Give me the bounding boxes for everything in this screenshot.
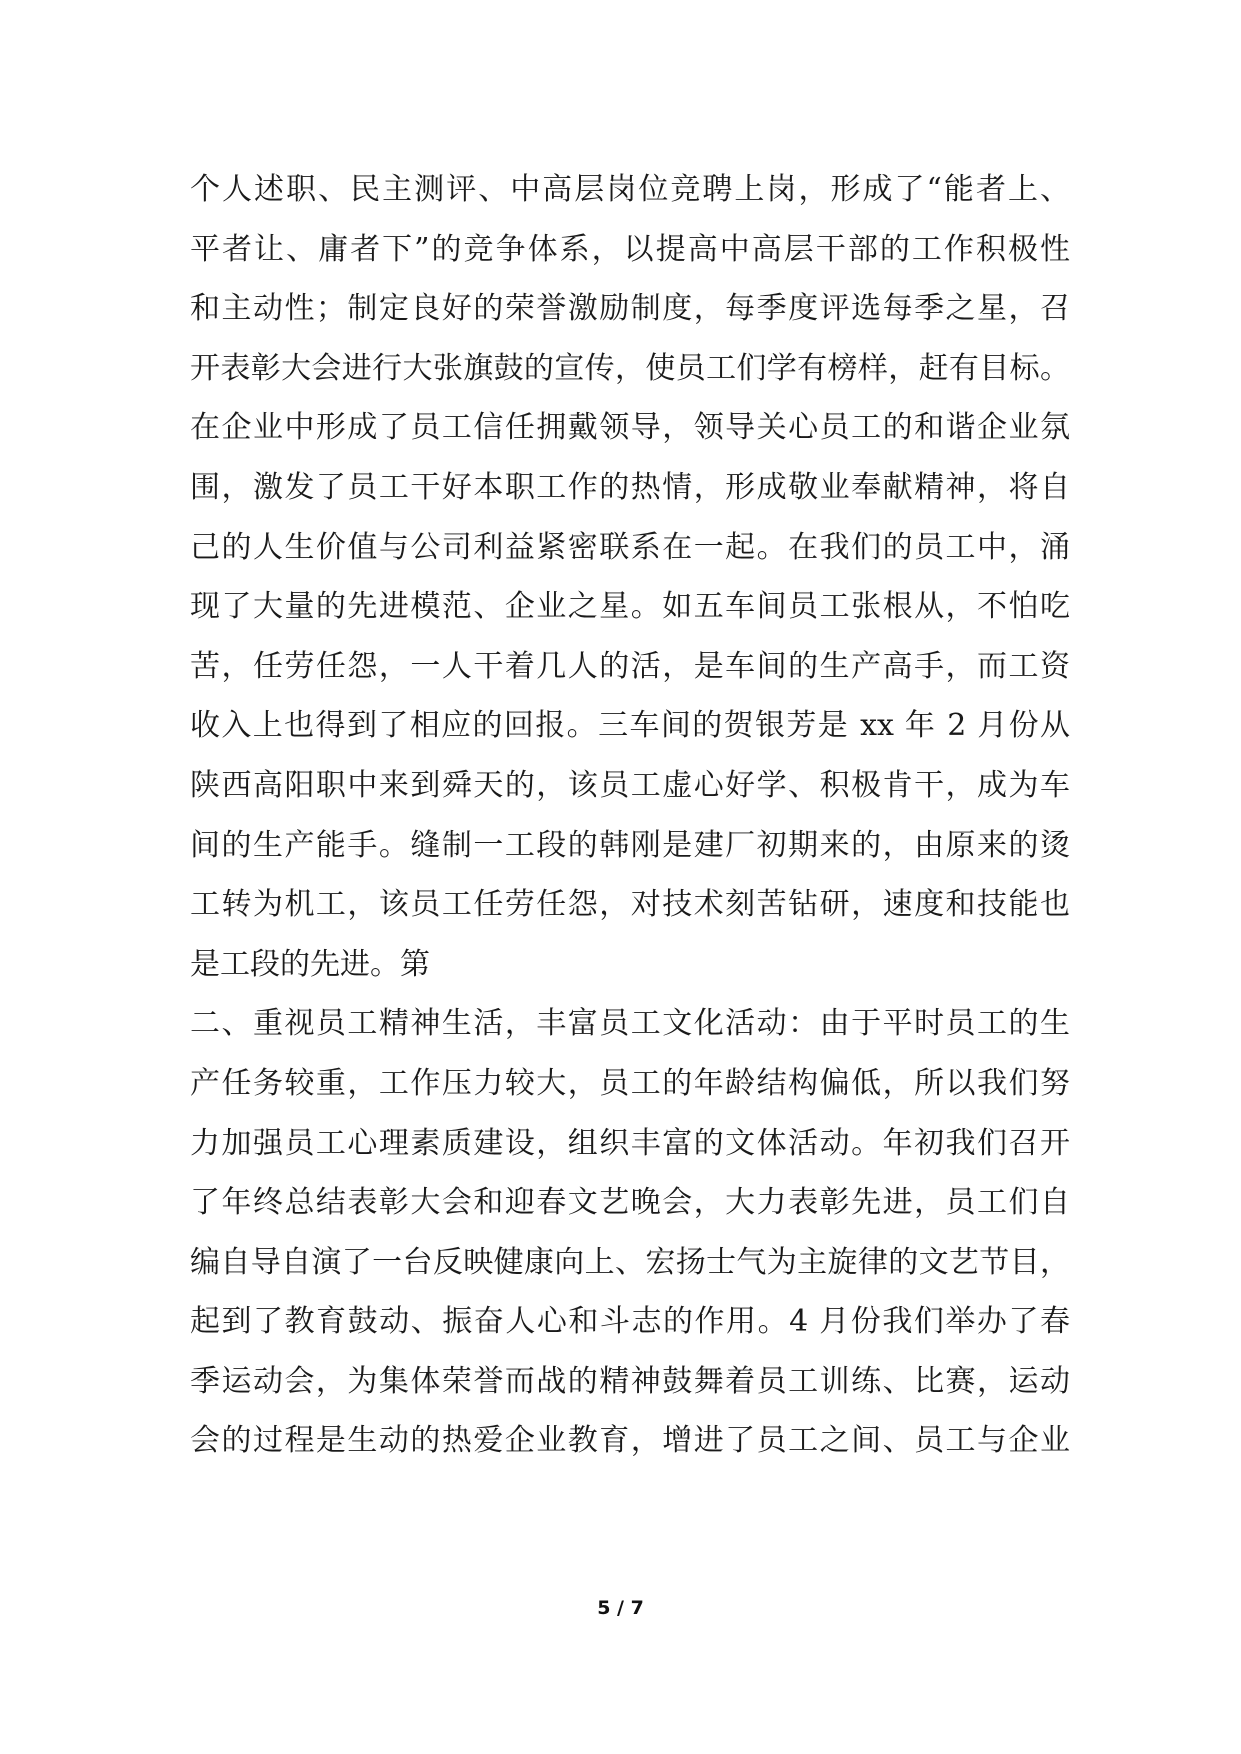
text-line: 二、重视员工精神生活，丰富员工文化活动：由于平时员工的生 [190,1006,1070,1042]
text-line: 和主动性；制定良好的荣誉激励制度，每季度评选每季之星，召 [190,291,1070,327]
text-line: 陕西高阳职中来到舜天的，该员工虚心好学、积极肯干，成为车 [190,767,1070,803]
text-line: 己的人生价值与公司利益紧密联系在一起。在我们的员工中，涌 [190,529,1070,565]
text-line: 力加强员工心理素质建设，组织丰富的文体活动。年初我们召开 [190,1125,1070,1161]
text-line: 苦，任劳任怨，一人干着几人的活，是车间的生产高手，而工资 [190,648,1070,684]
text-line: 在企业中形成了员工信任拥戴领导，领导关心员工的和谐企业氛 [190,410,1070,446]
text-line: 会的过程是生动的热爱企业教育，增进了员工之间、员工与企业 [190,1423,1070,1459]
text-line: 围，激发了员工干好本职工作的热情，形成敬业奉献精神，将自 [190,469,1070,505]
text-line: 现了大量的先进模范、企业之星。如五车间员工张根从，不怕吃 [190,589,1070,625]
text-line: 间的生产能手。缝制一工段的韩刚是建厂初期来的，由原来的烫 [190,827,1070,863]
text-line: 工转为机工，该员工任劳任怨，对技术刻苦钻研，速度和技能也 [190,887,1070,923]
text-line: 季运动会，为集体荣誉而战的精神鼓舞着员工训练、比赛，运动 [190,1363,1070,1399]
text-line: 个人述职、民主测评、中高层岗位竞聘上岗，形成了“能者上、 [190,172,1070,207]
text-line: 编自导自演了一台反映健康向上、宏扬士气为主旋律的文艺节目， [190,1244,1070,1280]
text-line: 开表彰大会进行大张旗鼓的宣传，使员工们学有榜样，赶有目标。 [190,350,1070,386]
page-number: 5 / 7 [597,1597,644,1619]
text-line: 收入上也得到了相应的回报。三车间的贺银芳是 xx 年 2 月份从 [190,708,1070,744]
text-line: 平者让、庸者下”的竞争体系，以提高中高层干部的工作积极性 [190,231,1070,267]
text-line: 起到了教育鼓动、振奋人心和斗志的作用。4 月份我们举办了春 [190,1304,1070,1340]
text-line: 产任务较重，工作压力较大，员工的年龄结构偏低，所以我们努 [190,1065,1070,1101]
body-text [190,160,1070,1471]
text-line: 是工段的先进。第 [190,946,430,982]
text-line: 了年终总结表彰大会和迎春文艺晚会，大力表彰先进，员工们自 [190,1185,1070,1221]
